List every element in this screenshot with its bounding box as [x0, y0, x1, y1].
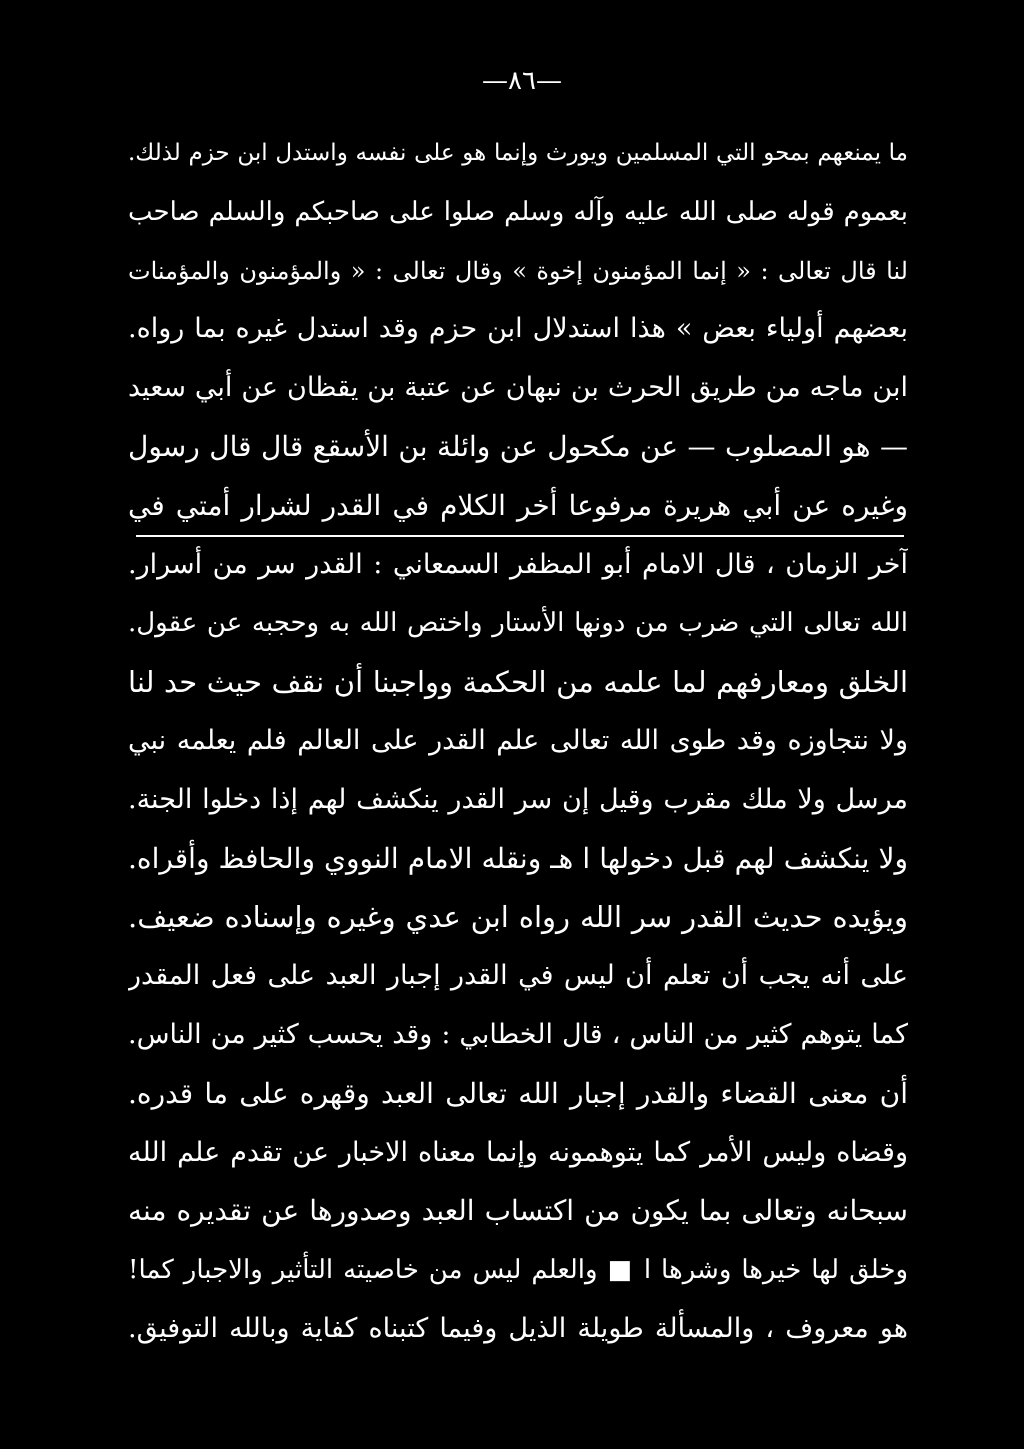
- text-line: ما يمنعهم بمحو التي المسلمين ويورث وإنما هو على نفسه واستدل ابن حزم لذلك.: [128, 140, 908, 166]
- text-line: ويؤيده حديث القدر سر الله رواه ابن عدي وغيره وإسناده ضعيف.: [128, 900, 908, 935]
- text-line: وقضاه وليس الأمر كما يتوهمونه وإنما معناه الاخبار عن تقدم علم الله: [128, 1136, 908, 1168]
- text-line: كما يتوهم كثير من الناس ، قال الخطابي : وقد يحسب كثير من الناس.: [128, 1018, 908, 1050]
- text-line: ولا ينكشف لهم قبل دخولها ا هـ ونقله الامام النووي والحافظ وأقراه.: [128, 841, 908, 875]
- text-line: الخلق ومعارفهم لما علمه من الحكمة وواجبنا أن نقف حيث حد لنا: [128, 665, 908, 700]
- text-line: ولا نتجاوزه وقد طوى الله تعالى علم القدر على العالم فلم يعلمه نبي: [128, 724, 908, 756]
- text-line: على أنه يجب أن تعلم أن ليس في القدر إجبار العبد على فعل المقدر: [128, 960, 908, 992]
- text-line: مرسل ولا ملك مقرب وقيل إن سر القدر ينكشف لهم إذا دخلوا الجنة.: [128, 783, 908, 815]
- text-line: آخر الزمان ، قال الامام أبو المظفر السمعاني : القدر سر من أسرار.: [128, 548, 908, 580]
- text-line: وخلق لها خيرها وشرها ا ■ والعلم ليس من خاصيته التأثير والاجبار كما!: [128, 1255, 908, 1286]
- text-line: لنا قال تعالى : « إنما المؤمنون إخوة » وقال تعالى : « والمؤمنون والمؤمنات: [128, 256, 908, 285]
- text-line: الله تعالى التي ضرب من دونها الأستار واختص الله به وحجبه عن عقول.: [128, 608, 908, 639]
- text-line: وغيره عن أبي هريرة مرفوعا أخر الكلام في القدر لشرار أمتي في: [128, 488, 908, 522]
- text-line: هو معروف ، والمسألة طويلة الذيل وفيما كتبناه كفاية وبالله التوفيق.: [128, 1312, 908, 1344]
- body-text: [128, 124, 908, 1359]
- text-line: بعضهم أولياء بعض » هذا استدلال ابن حزم وقد استدل غيره بما رواه.: [128, 313, 908, 345]
- section-divider: [136, 535, 904, 537]
- page-number: —٨٦—: [482, 66, 562, 96]
- text-line: أن معنى القضاء والقدر إجبار الله تعالى العبد وقهره على ما قدره.: [128, 1076, 908, 1110]
- text-line: — هو المصلوب — عن مكحول عن وائلة بن الأسقع قال قال رسول: [128, 429, 908, 463]
- text-line: ابن ماجه من طريق الحرث بن نبهان عن عتبة بن يقظان عن أبي سعيد: [128, 372, 908, 404]
- text-line: سبحانه وتعالى بما يكون من اكتساب العبد وصدورها عن تقديره منه: [128, 1194, 908, 1228]
- text-line: بعموم قوله صلى الله عليه وآله وسلم صلوا على صاحبكم والسلم صاحب: [128, 196, 908, 227]
